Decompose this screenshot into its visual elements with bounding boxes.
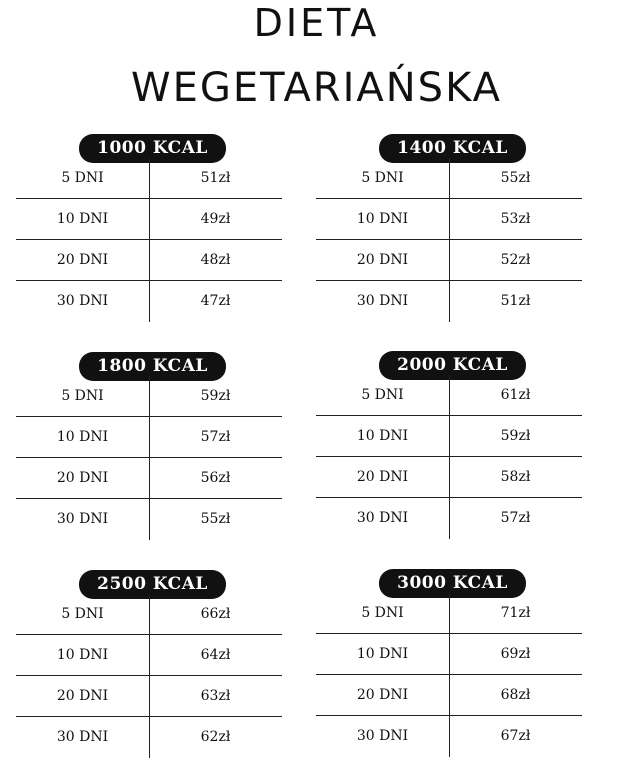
price-cell: 69zł xyxy=(500,646,531,662)
table-row xyxy=(16,158,282,199)
price-cell: 66zł xyxy=(200,606,231,622)
days-cell: 10 DNI xyxy=(356,428,409,444)
price-cell: 49zł xyxy=(200,211,231,227)
price-cell: 67zł xyxy=(500,728,531,744)
table-row xyxy=(16,594,282,635)
price-rows xyxy=(16,158,282,322)
table-row xyxy=(316,240,582,281)
kcal-badge: 1400 KCAL xyxy=(379,134,526,163)
price-rows xyxy=(16,594,282,758)
price-cell: 56zł xyxy=(200,470,231,486)
plan-table-2000 xyxy=(316,351,582,551)
price-cell: 52zł xyxy=(500,252,531,268)
table-row xyxy=(316,634,582,675)
days-cell: 10 DNI xyxy=(356,211,409,227)
table-row xyxy=(316,375,582,416)
plan-table-1800 xyxy=(16,352,282,552)
table-row xyxy=(16,676,282,717)
table-row xyxy=(16,376,282,417)
days-cell: 10 DNI xyxy=(356,646,409,662)
kcal-badge: 2500 KCAL xyxy=(79,570,226,599)
days-cell: 5 DNI xyxy=(61,388,104,404)
days-cell: 10 DNI xyxy=(56,647,109,663)
price-rows xyxy=(316,375,582,539)
days-cell: 30 DNI xyxy=(356,728,409,744)
table-row xyxy=(16,281,282,322)
days-cell: 5 DNI xyxy=(61,606,104,622)
price-rows xyxy=(16,376,282,540)
table-row xyxy=(16,199,282,240)
price-cell: 55zł xyxy=(200,511,231,527)
price-cell: 62zł xyxy=(200,729,231,745)
price-cell: 68zł xyxy=(500,687,531,703)
days-cell: 30 DNI xyxy=(56,293,109,309)
page-title-line-1: DIETA xyxy=(253,1,380,45)
days-cell: 30 DNI xyxy=(356,293,409,309)
days-cell: 20 DNI xyxy=(56,688,109,704)
table-row xyxy=(316,416,582,457)
price-rows xyxy=(316,593,582,757)
price-cell: 71zł xyxy=(500,605,531,621)
days-cell: 20 DNI xyxy=(356,687,409,703)
kcal-badge: 3000 KCAL xyxy=(379,569,526,598)
days-cell: 30 DNI xyxy=(56,511,109,527)
kcal-badge: 1800 KCAL xyxy=(79,352,226,381)
kcal-badge: 1000 KCAL xyxy=(79,134,226,163)
days-cell: 30 DNI xyxy=(56,729,109,745)
days-cell: 20 DNI xyxy=(356,469,409,485)
table-row xyxy=(316,281,582,322)
plan-table-3000 xyxy=(316,569,582,769)
table-row xyxy=(316,593,582,634)
days-cell: 5 DNI xyxy=(361,387,404,403)
table-row xyxy=(316,675,582,716)
table-row xyxy=(316,498,582,539)
price-cell: 63zł xyxy=(200,688,231,704)
table-row xyxy=(16,417,282,458)
price-cell: 57zł xyxy=(200,429,231,445)
table-row xyxy=(316,158,582,199)
days-cell: 5 DNI xyxy=(361,605,404,621)
price-cell: 48zł xyxy=(200,252,231,268)
price-rows xyxy=(316,158,582,322)
price-cell: 47zł xyxy=(200,293,231,309)
price-cell: 55zł xyxy=(500,170,531,186)
kcal-badge: 2000 KCAL xyxy=(379,351,526,380)
table-row xyxy=(16,240,282,281)
table-row xyxy=(316,457,582,498)
days-cell: 30 DNI xyxy=(356,510,409,526)
days-cell: 5 DNI xyxy=(61,170,104,186)
price-cell: 59zł xyxy=(200,388,231,404)
price-cell: 51zł xyxy=(500,293,531,309)
days-cell: 5 DNI xyxy=(361,170,404,186)
price-cell: 51zł xyxy=(200,170,231,186)
plan-table-2500 xyxy=(16,570,282,770)
plan-table-1000 xyxy=(16,134,282,334)
table-row xyxy=(16,635,282,676)
price-cell: 53zł xyxy=(500,211,531,227)
table-row xyxy=(16,499,282,540)
days-cell: 20 DNI xyxy=(56,470,109,486)
table-row xyxy=(316,716,582,757)
table-row xyxy=(316,199,582,240)
days-cell: 10 DNI xyxy=(56,211,109,227)
price-cell: 59zł xyxy=(500,428,531,444)
days-cell: 20 DNI xyxy=(356,252,409,268)
table-row xyxy=(16,458,282,499)
price-cell: 58zł xyxy=(500,469,531,485)
plan-table-1400 xyxy=(316,134,582,334)
page-title-line-2: WEGETARIAŃSKA xyxy=(131,65,502,111)
price-cell: 57zł xyxy=(500,510,531,526)
days-cell: 20 DNI xyxy=(56,252,109,268)
price-cell: 61zł xyxy=(500,387,531,403)
days-cell: 10 DNI xyxy=(56,429,109,445)
table-row xyxy=(16,717,282,758)
price-cell: 64zł xyxy=(200,647,231,663)
